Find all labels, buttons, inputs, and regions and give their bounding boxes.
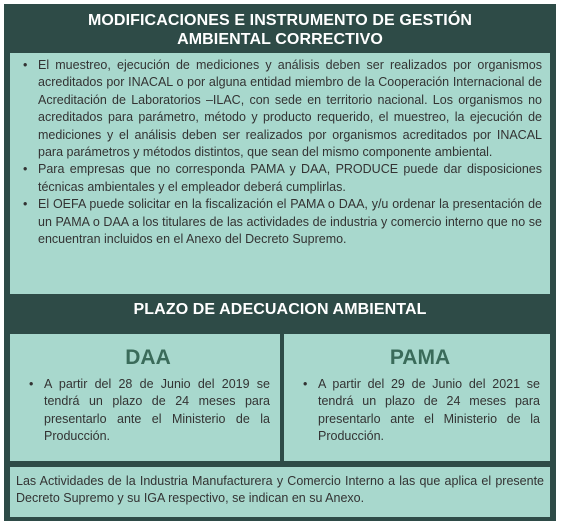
- pama-bullet-item: • A partir del 29 de Junio del 2021 se tendrá un plazo de 24 meses para presentarlo ante el Ministerio de la Producción.: [300, 376, 540, 446]
- section1-title: [4, 11, 556, 49]
- section1-title-line2: AMBIENTAL CORRECTIVO: [177, 31, 383, 48]
- pama-bullet-list: [300, 376, 540, 446]
- pama-title: PAMA: [389, 346, 451, 369]
- bullet-item-produce: • Para empresas que no corresponda PAMA y DAA, PRODUCE puede dar disposiciones técnicas ambientales y el empleador deberá cumplirlas.: [20, 161, 542, 196]
- section1-panel: [10, 53, 550, 294]
- daa-column: [10, 334, 280, 461]
- pama-column: [284, 334, 550, 461]
- bullet-item-oefa: • El OEFA puede solicitar en la fiscalización el PAMA o DAA, y/u ordenar la presentación de un PAMA o DAA a los titulares de las actividades de industria y comercio interno que no se encuentran incluidos en el Anexo del Decreto Supremo.: [20, 196, 542, 248]
- bullet-item-muestreo: • El muestreo, ejecución de mediciones y análisis deben ser realizados por organismos acreditados por INACAL o por alguna entidad miembro de la Cooperación Internacional de Acreditación de Laboratorios –ILAC, con sede en territorio nacional. Los organismos no acreditados para parámetro, método y producto requerido, el muestreo, la ejecución de mediciones y el análisis deben ser realizados por organismos acreditados por INACAL para parámetros y métodos distintos, que sean del mismo componente ambiental.: [20, 57, 542, 161]
- footer-note: Las Actividades de la Industria Manufacturera y Comercio Interno a las que aplica el presente Decreto Supremo y su IGA respectivo, se indican en su Anexo.: [10, 467, 550, 517]
- section2-title: PLAZO DE ADECUACION AMBIENTAL: [133, 301, 427, 318]
- section1-bullet-list: [20, 57, 542, 248]
- infographic-frame: [4, 4, 556, 521]
- daa-bullet-item: • A partir del 28 de Junio del 2019 se tendrá un plazo de 24 meses para presentarlo ante el Ministerio de la Producción.: [26, 376, 270, 446]
- section1-title-line1: MODIFICACIONES E INSTRUMENTO DE GESTIÓN: [87, 12, 473, 29]
- daa-bullet-list: [26, 376, 270, 446]
- daa-title: DAA: [125, 346, 171, 369]
